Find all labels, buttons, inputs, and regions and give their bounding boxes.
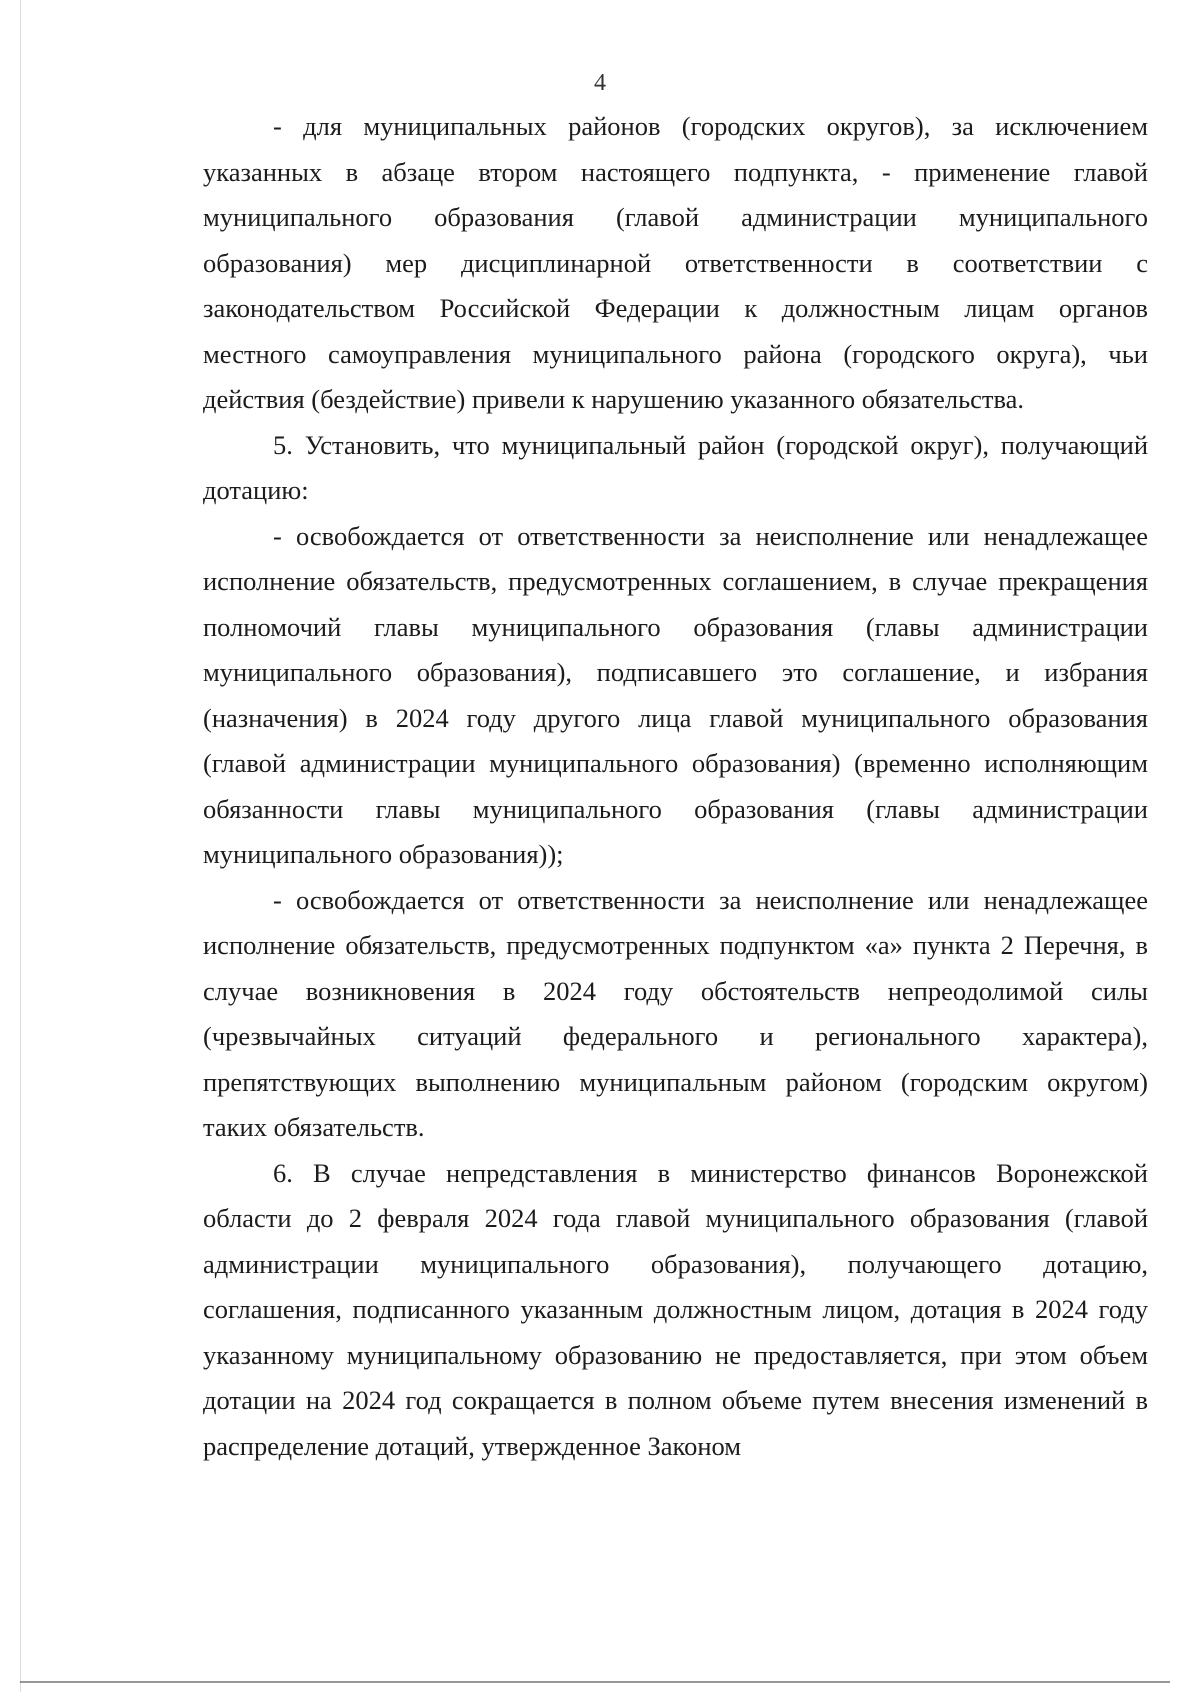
scan-margin-line bbox=[20, 0, 21, 1692]
paragraph-disciplinary-measures: - для муниципальных районов (городских округов), за исключением указанных в абзаце втором настоящего подпункта, - применение главой муниципального образования (главой администрации муниципального образования) мер дисциплинарной ответственности в соответствии с законодательством Российской Федерации к должностным лицам органов местного самоуправления муниципального района (городского округа), чьи действия (бездействие) привели к нарушению указанного обязательства. bbox=[203, 111, 1148, 414]
page-number: 4 bbox=[594, 70, 606, 96]
paragraph-item-6: 6. В случае непредставления в министерство финансов Воронежской области до 2 февраля 2024 года главой муниципального образования (главой администрации муниципального образования), получающего дотацию, соглашения, подписанного указанным должностным лицом, дотация в 2024 году указанному муниципальному образованию не предоставляется, при этом объем дотации на 2024 год сокращается в полном объеме путем внесения изменений в распределение дотаций, утвержденное Законом bbox=[203, 1157, 1148, 1461]
paragraph-exemption-powers: - освобождается от ответственности за неисполнение или ненадлежащее исполнение обязательств, предусмотренных соглашением, в случае прекращения полномочий главы муниципального образования (главы администрации муниципального образования), подписавшего это соглашение, и избрания (назначения) в 2024 году другого лица главой муниципального образования (главой администрации муниципального образования) (временно исполняющим обязанности главы муниципального образования (главы администрации муниципального образования)); bbox=[203, 520, 1148, 869]
paragraph-item-5: 5. Установить, что муниципальный район (городской округ), получающий дотацию: bbox=[203, 429, 1148, 505]
footer-rule bbox=[20, 1681, 1170, 1683]
document-body bbox=[203, 104, 1148, 1469]
paragraph-exemption-force-majeure: - освобождается от ответственности за неисполнение или ненадлежащее исполнение обязательств, предусмотренных подпунктом «а» пункта 2 Перечня, в случае возникновения в 2024 году обстоятельств непреодолимой силы (чрезвычайных ситуаций федерального и регионального характера), препятствующих выполнению муниципальным районом (городским округом) таких обязательств. bbox=[203, 884, 1148, 1142]
